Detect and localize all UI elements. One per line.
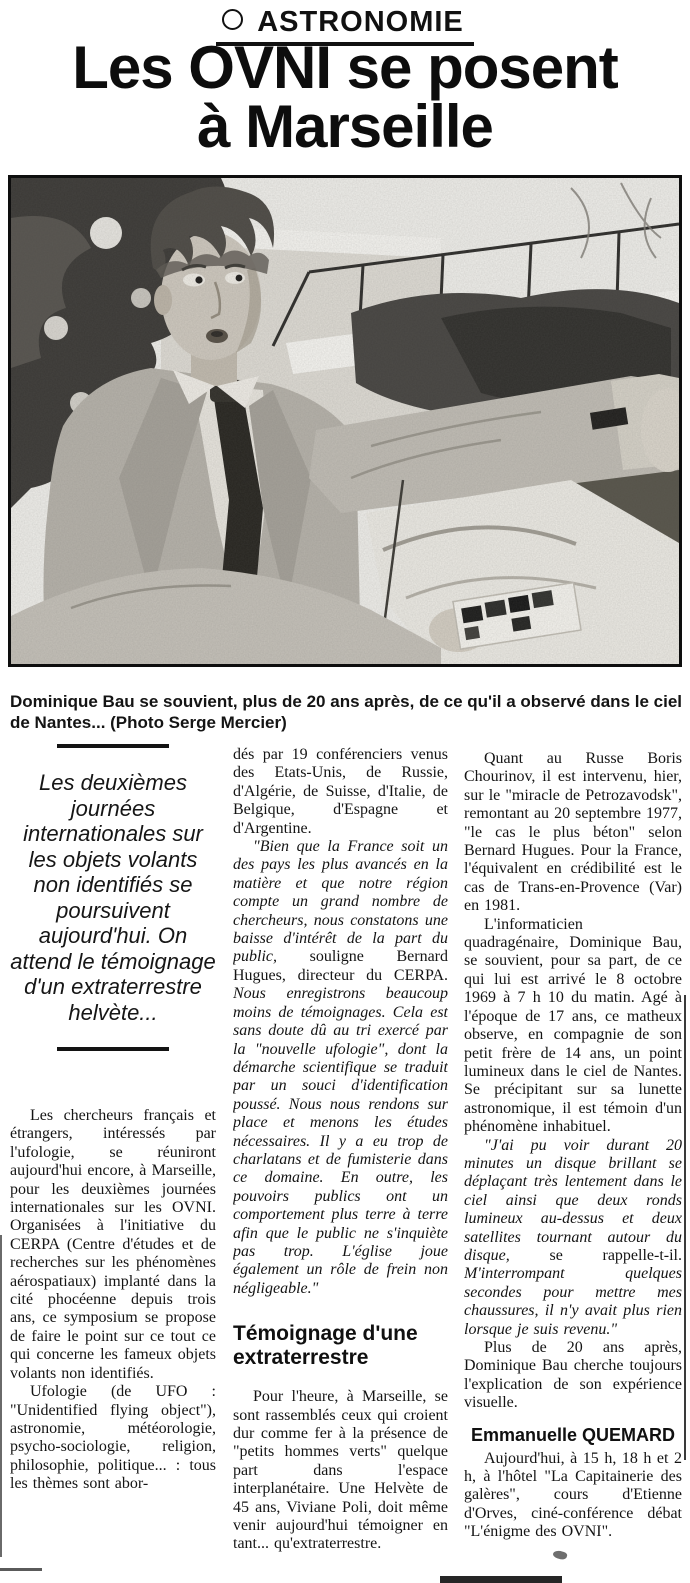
news-photo-image [11, 178, 679, 664]
standfirst: Les deuxièmes journées internationales sur les objets volants non identifiés se poursuivent aujourd'hui. On attend le témoignage d'un extraterrestre helvète... [10, 770, 216, 1025]
headline-line-2: à Marseille [197, 93, 493, 160]
quote-text: "Bien que la France soit un des pays les plus avancés en la matière et que notre région compte un grand nombre de chercheurs, nous constatons une baisse d'intérêt de la part du public, [233, 838, 448, 966]
article-paragraph: Les chercheurs français et étrangers, intéressés par l'ufologie, se réuniront aujourd'hui encore, à Marseille, pour les deuxièmes journées internationales sur les OVNI. Organisées à l'initiative du CERPA (Centre d'études et de recherches sur les phénomènes aérospatiaux) implanté dans la cité phocéenne depuis trois ans, ce symposium se propose de faire le point sur ce tout ce qui concerne les fameux objets volants non identifiés. [10, 1107, 216, 1382]
quote-text: Nous enregistrons beaucoup moins de témoignages. Cela est sans doute dû au tri exercé par la "nouvelle ufologie", dont la démarche scientifique se traduit par un souci d'identification poussé. Nous nous rendons sur place et menons les études nécessaires. Il y a eu trop de charlatans et de fumisterie dans ce domaine. En outre, les pouvoirs publics ont un comportement plus terre à terre afin que le public ne s'inquiète pas trop. L'église joue également un rôle de frein non négligeable." [233, 985, 448, 1297]
agenda-paragraph: Aujourd'hui, à 15 h, 18 h et 2 h, à l'hôtel "La Capitainerie des galères", cours d'Etienne d'Orves, ciné-conférence débat "L'énigme des OVNI". [464, 1449, 682, 1541]
adjacent-column-rule [684, 995, 686, 1460]
circle-outline-icon [222, 9, 243, 30]
scan-artifact-bar [440, 1576, 562, 1583]
byline: Emmanuelle QUEMARD [470, 1424, 676, 1445]
section-title: ASTRONOMIE [257, 6, 464, 38]
quote-attribution: se rappelle-t-il. [549, 1246, 682, 1264]
headline-line-1: Les OVNI se posent [72, 34, 618, 101]
scan-artifact-line [0, 1568, 42, 1571]
column-middle [233, 736, 448, 1583]
article-paragraph: dés par 19 conférenciers venus des Etats-Unis, de Russie, d'Algérie, de Suisse, d'Italie, de Belgique, d'Espagne et d'Argentine. [233, 746, 448, 837]
article-paragraph: L'informaticien quadragénaire, Dominique Bau, se souvient, pour sa part, de ce qui lui est arrivé le 8 octobre 1969 à 7 h 10 du matin. Agé à l'époque de 17 ans, ce matheux observe, en compagnie de son petit frère de 14 ans, un point lumineux dans le ciel de Nantes. Se précipitant sur sa lunette astronomique, il est témoin d'un phénomène inhabituel. [464, 915, 682, 1136]
news-photo [8, 175, 682, 667]
article-paragraph-quote [233, 838, 448, 1298]
standfirst-rule-bottom [57, 1047, 169, 1051]
article-body [10, 736, 682, 1583]
standfirst-rule-top [57, 744, 169, 748]
page-edge-rule [0, 1235, 2, 1557]
article-paragraph-quote [464, 1137, 682, 1339]
quote-attribution: souligne Bernard Hugues, directeur du CERPA. [233, 948, 448, 984]
article-paragraph: Pour l'heure, à Marseille, se sont rassemblés ceux qui croient dur comme fer à la présence de "petits hommes verts" quelque part dans l'espace interplanétaire. Une Helvète de 45 ans, Viviane Poli, doit même venir aujourd'hui témoigner en tant... qu'extraterrestre. [233, 1388, 448, 1553]
article-paragraph: Quant au Russe Boris Chourinov, il est intervenu, hier, sur le "miracle de Petrozavodsk", remontant au 20 septembre 1977, "le cas le plus béton" selon Bernard Hugues. Pour la France, l'équivalent en crédibilité est le cas de Trans-en-Provence (Var) en 1981. [464, 750, 682, 915]
article-paragraph: Ufologie (de UFO : "Unidentified flying object"), astronomie, météorologie, psycho-sociologie, religion, philosophie, politique... : tous les thèmes sont abor- [10, 1383, 216, 1493]
photo-caption: Dominique Bau se souvient, plus de 20 ans après, de ce qu'il a observé dans le ciel de Nantes... (Photo Serge Mercier) [10, 692, 682, 732]
column-right [464, 736, 682, 1583]
article-paragraph: Plus de 20 ans après, Dominique Bau cherche toujours l'explication de son expérience visuelle. [464, 1339, 682, 1412]
quote-text: M'interrompant quelques secondes pour mettre mes chaussures, il n'y avait plus rien lorsque je suis revenu." [464, 1265, 682, 1338]
quote-text: "J'ai pu voir durant 20 minutes un disque brillant se déplaçant très lentement dans le ciel ainsi que deux ronds lumineux au-dessus et deux satellites tournant autour du disque, [464, 1136, 682, 1264]
article-headline [0, 34, 690, 160]
column-left [10, 736, 216, 1583]
subheading-temoignage: Témoignage d'une extraterrestre [233, 1322, 418, 1370]
